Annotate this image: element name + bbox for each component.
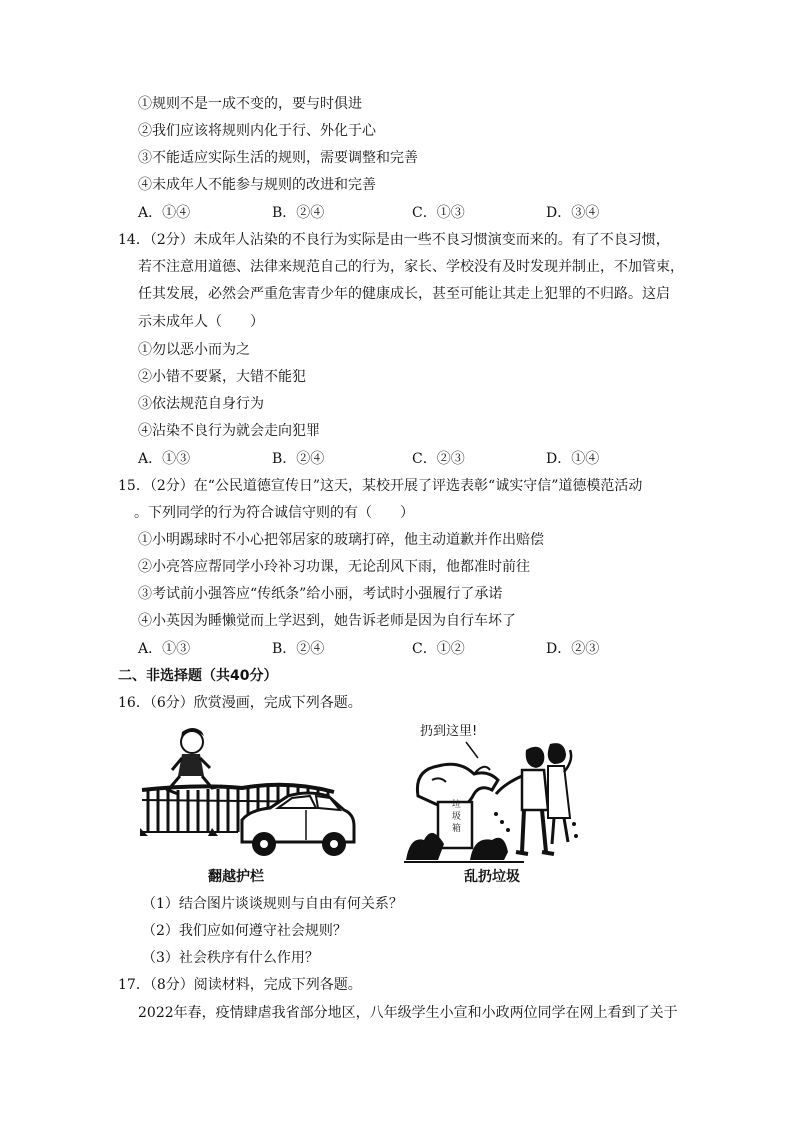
q14-stem-line-4: 示未成年人（ ） — [138, 314, 264, 330]
q15-option-b: B．②④ — [272, 641, 325, 657]
q14-stem-line-1: 14．（2分）未成年人沾染的不良行为实际是由一些不良习惯演变而来的。有了不良习惯， — [118, 232, 670, 248]
q14-item-3: ③依法规范自身行为 — [138, 396, 264, 412]
q16-sub-3: （3）社会秩序有什么作用？ — [142, 950, 319, 966]
cartoon-speech-text: 扔到这里! — [420, 724, 478, 739]
cartoon-left-caption: 翻越护栏 — [208, 869, 264, 885]
q14-item-2: ②小错不要紧，大错不能犯 — [138, 369, 306, 385]
q15-stem-line-1: 15．（2分）在“公民道德宣传日”这天，某校开展了评选表彰“诚实守信”道德模范活动 — [118, 478, 643, 494]
q13-item-1: ①规则不是一成不变的，要与时俱进 — [138, 96, 362, 112]
q16-sub-1: （1）结合图片谈谈规则与自由有何关系？ — [142, 896, 403, 912]
q15-item-4: ④小英因为睡懒觉而上学迟到，她告诉老师是因为自行车坏了 — [138, 613, 516, 629]
section-title: 二、非选择题（共40分） — [118, 668, 278, 684]
q13-item-3: ③不能适应实际生活的规则，需要调整和完善 — [138, 150, 418, 166]
q15-item-3: ③考试前小强答应“传纸条”给小丽，考试时小强履行了承诺 — [138, 586, 503, 602]
q13-item-4: ④未成年人不能参与规则的改进和完善 — [138, 177, 376, 193]
q14-item-4: ④沾染不良行为就会走向犯罪 — [138, 423, 320, 439]
bin-label-3: 箱 — [452, 824, 462, 834]
q15-option-c: C．①② — [412, 641, 465, 657]
q15-item-1: ①小明踢球时不小心把邻居家的玻璃打碎，他主动道歉并作出赔偿 — [138, 532, 544, 548]
q13-option-a: A．①④ — [138, 205, 191, 221]
q14-option-d: D．①④ — [546, 451, 600, 467]
q14-item-1: ①勿以恶小而为之 — [138, 342, 250, 358]
bin-label-1: 垃 — [452, 800, 462, 810]
q15-option-d: D．②③ — [546, 641, 600, 657]
q14-stem-line-3: 任其发展，必然会严重危害青少年的健康成长，甚至可能让其走上犯罪的不归路。这启 — [138, 286, 670, 302]
cartoon-littering — [404, 740, 580, 864]
q17-stem: 17．（8分）阅读材料，完成下列各题。 — [118, 977, 362, 993]
q15-stem-line-2: 。下列同学的行为符合诚信守则的有（ ） — [134, 505, 414, 521]
q13-option-d: D．③④ — [546, 205, 600, 221]
bin-label-2: 圾 — [452, 812, 462, 822]
q14-option-a: A．①③ — [138, 451, 191, 467]
q14-stem-line-2: 若不注意用道德、法律来规范自己的行为，家长、学校没有及时发现并制止，不加管束， — [138, 259, 684, 275]
q17-paragraph: 2022年春，疫情肆虐我省部分地区，八年级学生小宣和小政两位同学在网上看到了关于 — [138, 1005, 678, 1021]
cartoon-climbing-railing — [138, 724, 358, 860]
q16-sub-2: （2）我们应如何遵守社会规则？ — [142, 923, 347, 939]
q15-option-a: A．①③ — [138, 641, 191, 657]
q13-item-2: ②我们应该将规则内化于行、外化于心 — [138, 123, 376, 139]
q14-option-c: C．②③ — [412, 451, 465, 467]
q15-item-2: ②小亮答应帮同学小玲补习功课，无论刮风下雨，他都准时前往 — [138, 559, 530, 575]
q13-option-c: C．①③ — [412, 205, 465, 221]
q13-option-b: B．②④ — [272, 205, 325, 221]
cartoon-right-caption: 乱扔垃圾 — [464, 869, 520, 885]
q14-option-b: B．②④ — [272, 451, 325, 467]
q16-stem: 16．（6分）欣赏漫画，完成下列各题。 — [118, 695, 362, 711]
